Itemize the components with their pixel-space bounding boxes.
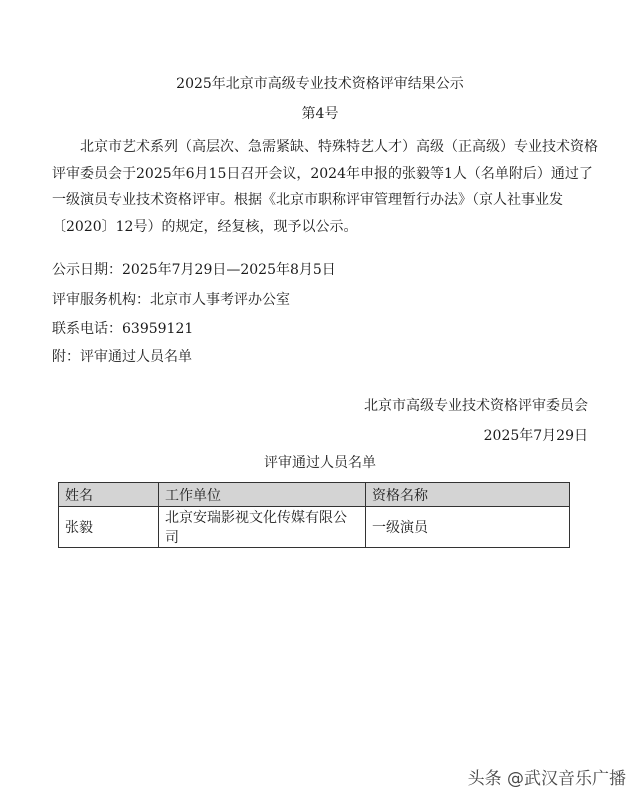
header-name: 姓名 — [59, 483, 159, 507]
table-header-row — [59, 483, 570, 507]
table-title: 评审通过人员名单 — [264, 455, 376, 471]
issue-date: 2025年7月29日 — [483, 428, 588, 444]
publicity-period: 公示日期：2025年7月29日—2025年8月5日 — [52, 262, 336, 278]
cell-qualification: 一级演员 — [366, 507, 570, 548]
document-title: 2025年北京市高级专业技术资格评审结果公示 — [176, 76, 464, 92]
review-agency: 评审服务机构：北京市人事考评办公室 — [52, 292, 290, 308]
issuing-committee: 北京市高级专业技术资格评审委员会 — [364, 398, 588, 414]
contact-phone: 联系电话：63959121 — [52, 321, 194, 337]
cell-name: 张毅 — [59, 507, 159, 548]
header-employer: 工作单位 — [159, 483, 366, 507]
document-body: 北京市艺术系列（高层次、急需紧缺、特殊特艺人才）高级（正高级）专业技术资格评审委员会于2025年6月15日召开会议，2024年申报的张毅等1人（名单附后）通过了一级演员专业技术资格评审。根据《北京市职称评审管理暂行办法》（京人社事业发〔2020〕12号）的规定，经复核，现予以公示。 — [52, 139, 598, 235]
attachment-note: 附：评审通过人员名单 — [52, 349, 192, 365]
approved-personnel-table — [58, 482, 570, 548]
document-number: 第4号 — [301, 106, 339, 122]
cell-employer: 北京安瑞影视文化传媒有限公司 — [159, 507, 366, 548]
table-row — [59, 507, 570, 548]
header-qualification: 资格名称 — [366, 483, 570, 507]
source-watermark: 头条 @武汉音乐广播 — [467, 769, 626, 789]
